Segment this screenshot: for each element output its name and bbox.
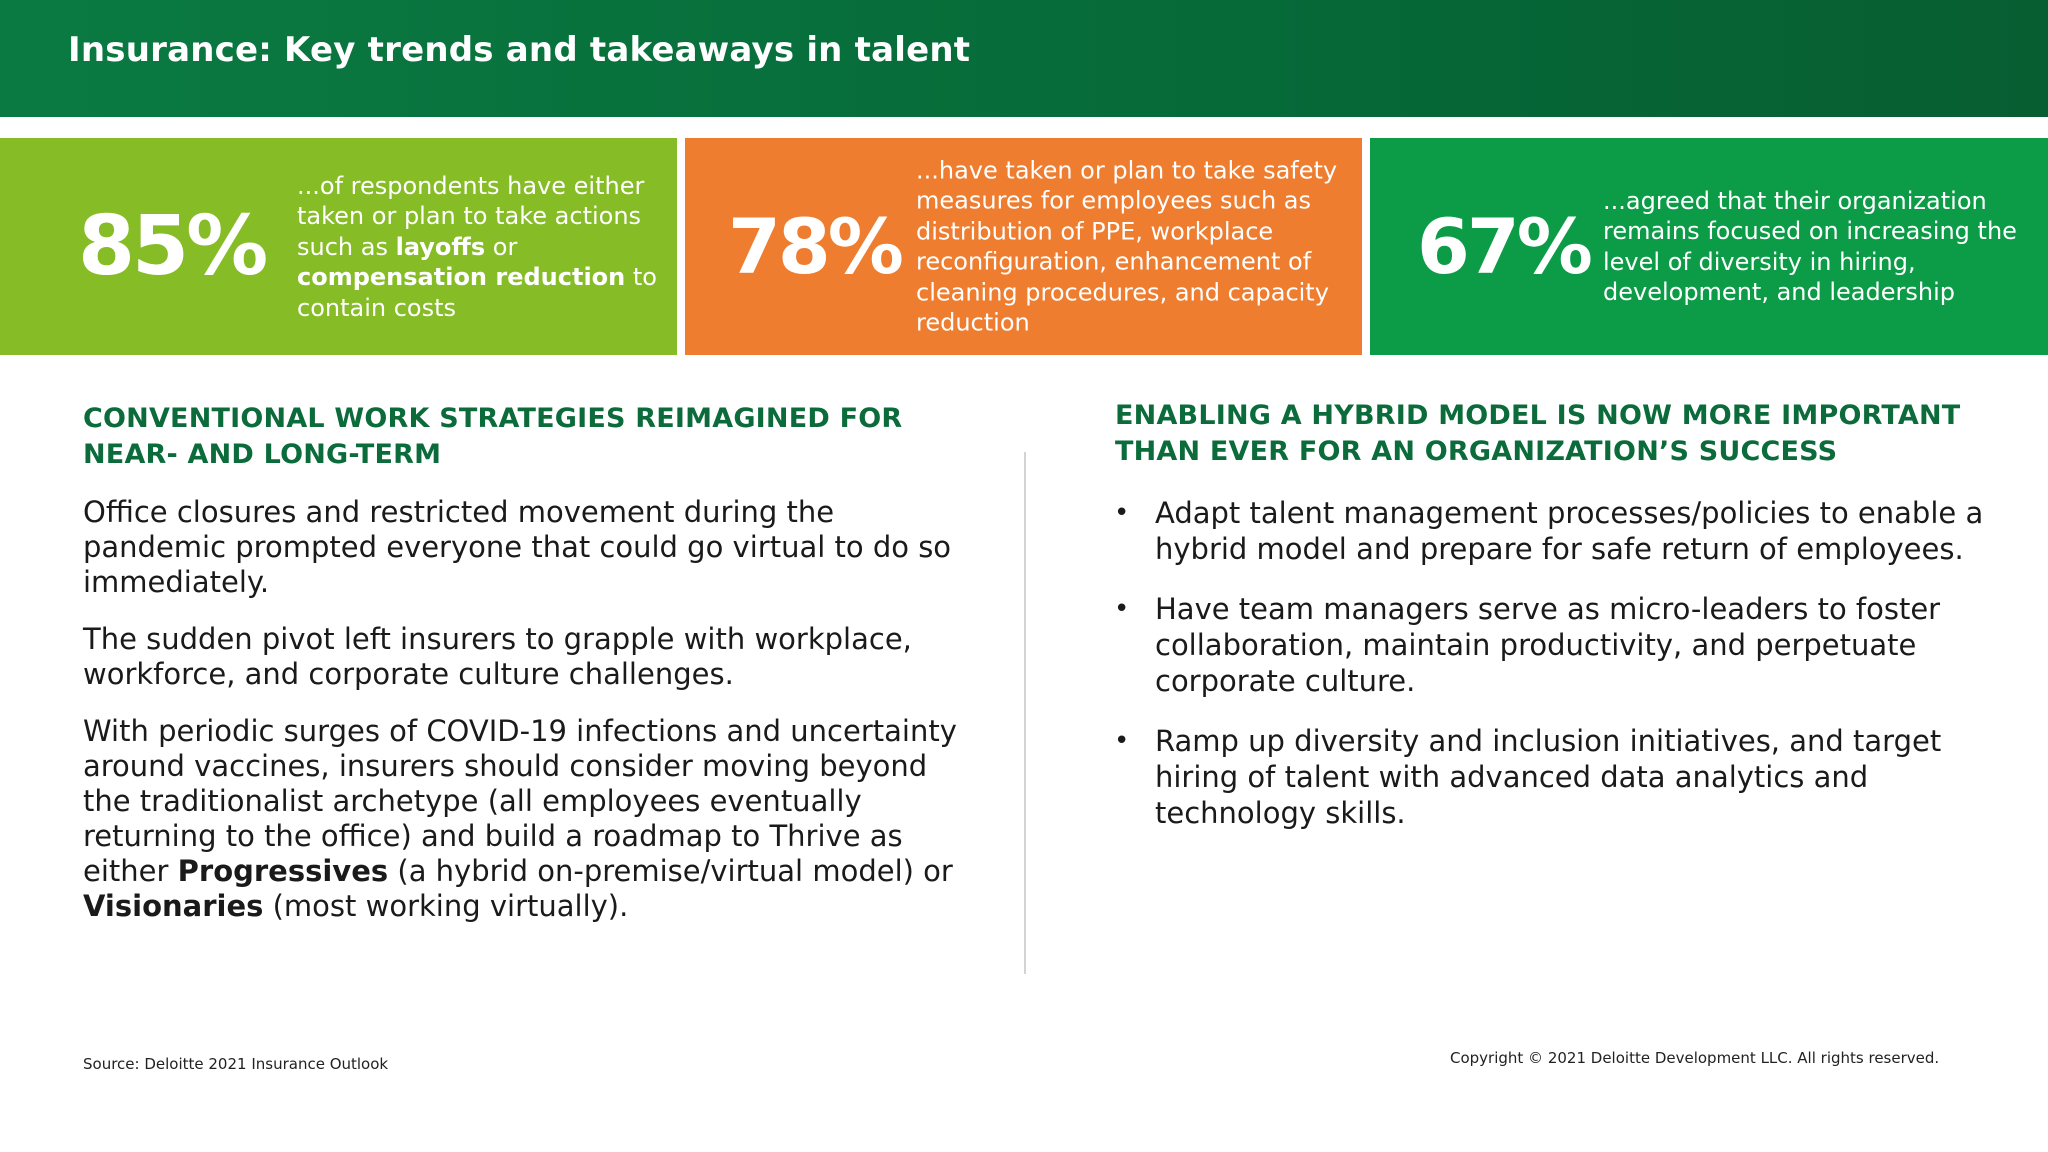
stat-card-85 (0, 138, 677, 355)
paragraph-emphasis: Progressives (177, 854, 389, 888)
left-section-heading: CONVENTIONAL WORK STRATEGIES REIMAGINED FOR NEAR- AND LONG-TERM (83, 403, 903, 470)
stat-text-emphasis: layoffs (395, 232, 486, 261)
left-section-body (83, 495, 973, 946)
stat-text-part: to contain costs (297, 262, 657, 322)
stat-value: 78% (728, 201, 901, 291)
paragraph-emphasis: Visionaries (83, 889, 264, 923)
bullet-icon: • (1114, 594, 1130, 624)
column-divider (1024, 452, 1026, 974)
copyright-notice: Copyright © 2021 Deloitte Development LLC. All rights reserved. (1450, 1049, 1940, 1067)
bullet-item (1110, 591, 2010, 699)
paragraph-text: With periodic surges of COVID-19 infections and uncertainty around vaccines, insurers should consider moving beyond the traditionalist archetype (all employees eventually returning to the office) and build a roadmap to Thrive as either (83, 714, 957, 888)
body-paragraph: Office closures and restricted movement during the pandemic prompted everyone that could go virtual to do so immediately. (83, 495, 952, 599)
stat-description: ...have taken or plan to take safety measures for employees such as distribution of PPE, workplace reconfiguration, enhancement of cleaning procedures, and capacity reduction (916, 156, 1338, 337)
paragraph-text: (most working virtually). (263, 889, 629, 923)
stat-value: 67% (1417, 201, 1590, 291)
bullet-item (1110, 495, 2010, 567)
body-paragraph: The sudden pivot left insurers to grapple with workplace, workforce, and corporate culture challenges. (83, 622, 912, 691)
paragraph-text: (a hybrid on-premise/virtual model) or (388, 854, 953, 888)
stat-text-part: ...of respondents have either taken or plan to take actions such as (297, 171, 645, 261)
stat-card-67 (1370, 138, 2048, 355)
source-note: Source: Deloitte 2021 Insurance Outlook (83, 1055, 389, 1073)
stat-card-78 (685, 138, 1362, 355)
body-paragraph (83, 714, 973, 924)
right-section-heading: ENABLING A HYBRID MODEL IS NOW MORE IMPORTANT THAN EVER FOR AN ORGANIZATION’S SUCCESS (1115, 400, 1961, 467)
title-bar (0, 0, 2048, 117)
stat-description: ...agreed that their organization remains focused on increasing the level of diversity in hiring, development, and leadership (1603, 186, 2017, 306)
stat-value: 85% (78, 198, 266, 294)
bullet-item (1110, 723, 2010, 831)
bullet-text: Ramp up diversity and inclusion initiatives, and target hiring of talent with advanced data analytics and technology skills. (1155, 724, 1942, 830)
bullet-icon: • (1114, 498, 1130, 528)
stat-text-part: or (485, 232, 518, 261)
bullet-text: Adapt talent management processes/policies to enable a hybrid model and prepare for safe return of employees. (1155, 496, 1984, 566)
page-title: Insurance: Key trends and takeaways in talent (68, 30, 971, 70)
bullet-icon: • (1114, 726, 1130, 756)
stat-description (297, 170, 657, 323)
stat-text-emphasis: compensation reduction (297, 262, 626, 291)
bullet-list (1110, 495, 2010, 855)
bullet-text: Have team managers serve as micro-leaders to foster collaboration, maintain productivity, and perpetuate corporate culture. (1155, 592, 1941, 698)
